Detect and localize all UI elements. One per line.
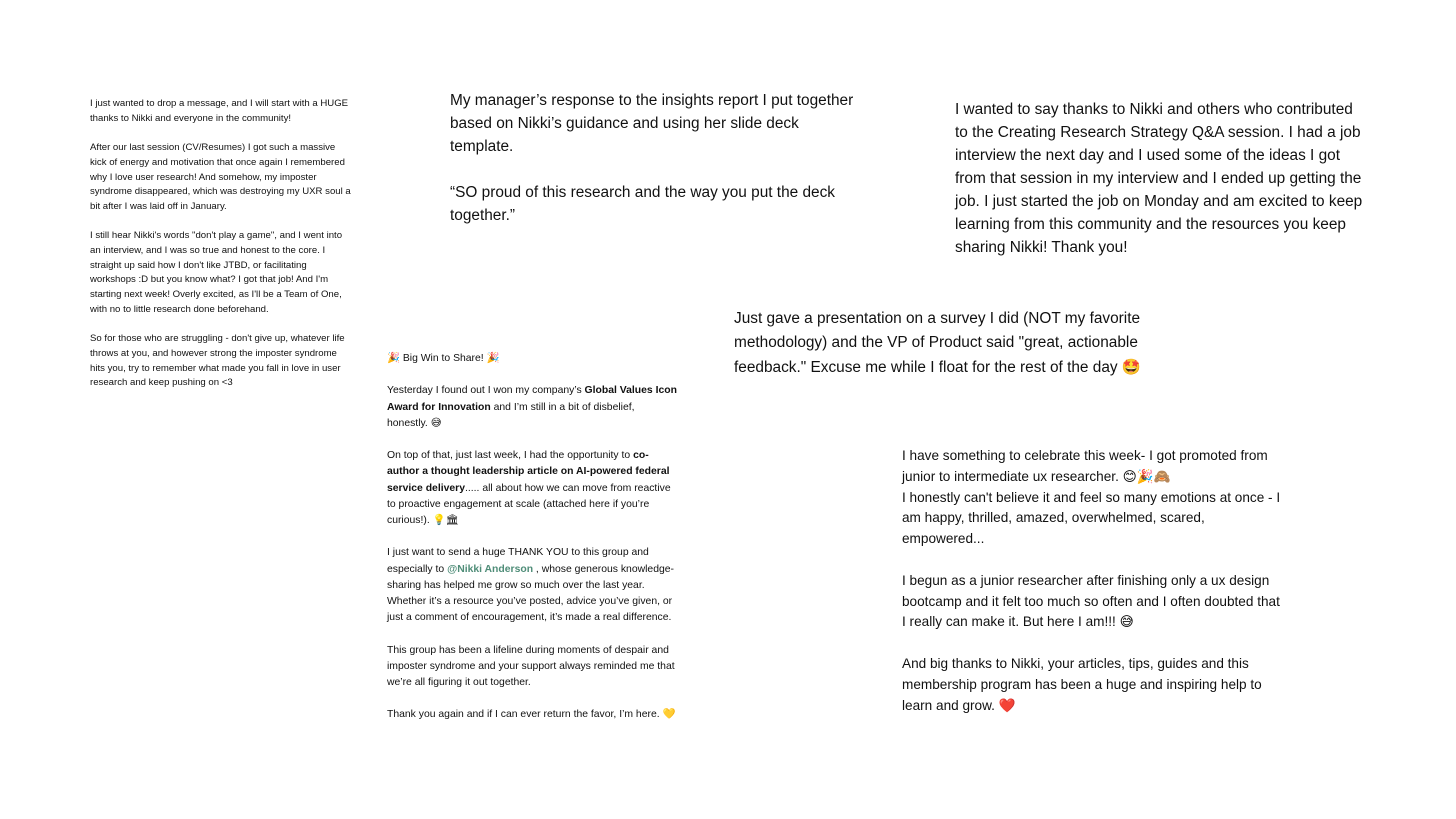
testimonial-paragraph xyxy=(387,448,677,529)
testimonial-paragraph: After our last session (CV/Resumes) I got such a massive kick of energy and motivation that once again I remembered why I love user research! And somehow, my imposter syndrome disappeared, which was destroying my UXR soul a bit after I was laid off in January. xyxy=(90,142,351,212)
testimonial-paragraph: Just gave a presentation on a survey I did (NOT my favorite methodology) and the VP of Product said "great, actionable feedback." Excuse me while I float for the rest of the day 🤩 xyxy=(734,310,1142,376)
testimonial-paragraph: I just wanted to drop a message, and I will start with a HUGE thanks to Nikki and everyone in the community! xyxy=(90,98,349,124)
testimonial-card-job-offer xyxy=(90,97,352,391)
testimonial-paragraph: I honestly can't believe it and feel so many emotions at once - I am happy, thrilled, amazed, overwhelmed, scared, empowered... xyxy=(902,489,1281,547)
testimonial-paragraph: I still hear Nikki's words "don't play a game", and I went into an interview, and I was so true and honest to the core. I straight up said how I don't like JTBD, or facilitating workshops :D but you know what? I got that job! And I'm starting next week! Overly excited, as I'll be a Team of One, with no to little research done beforehand. xyxy=(90,230,343,315)
testimonial-paragraph xyxy=(387,545,677,626)
paragraph-text: Yesterday I found out I won my company’s xyxy=(387,385,585,397)
testimonial-card-presentation xyxy=(734,307,1164,380)
testimonial-paragraph: So for those who are struggling - don't give up, whatever life throws at you, and however strong the imposter syndrome hits you, try to remember what made you fall in love in user research and keep pushing on <3 xyxy=(90,333,345,389)
testimonial-quote: “SO proud of this research and the way you put the deck together.” xyxy=(450,184,835,224)
testimonial-paragraph: Thank you again and if I can ever return the favor, I’m here. 💛 xyxy=(387,709,676,721)
testimonial-paragraph: I have something to celebrate this week- I got promoted from junior to intermediate ux researcher. 😊🎉🙈 xyxy=(902,448,1268,484)
testimonial-card-promotion xyxy=(902,446,1282,716)
testimonial-card-manager-response xyxy=(450,89,860,227)
paragraph-text: On top of that, just last week, I had the opportunity to xyxy=(387,450,634,462)
testimonial-paragraph: I wanted to say thanks to Nikki and others who contributed to the Creating Research Strategy Q&A session. I had a job interview the next day and I used some of the ideas I got from that session in my interview and I ended up getting the job. I just started the job on Monday and am excited to keep learning from this community and the resources you keep sharing Nikki! Thank you! xyxy=(955,101,1363,256)
paragraph-text: , whose generous knowledge-sharing has helped me grow so much over the last year. Whether it’s a resource you’ve posted, advice you’ve given, or just a comment of encouragement, it’s made a real difference. xyxy=(387,563,674,624)
user-mention-link[interactable]: @Nikki Anderson xyxy=(447,563,534,575)
paragraph-text: I just want to send a huge THANK YOU to this group and especially to xyxy=(387,547,649,575)
testimonial-paragraph xyxy=(387,383,677,432)
testimonial-card-research-strategy xyxy=(955,98,1365,259)
testimonial-paragraph: And big thanks to Nikki, your articles, tips, guides and this membership program has been a huge and inspiring help to learn and grow. ❤️ xyxy=(902,655,1262,713)
testimonial-paragraph: This group has been a lifeline during moments of despair and imposter syndrome and your support always reminded me that we’re all figuring it out together. xyxy=(387,644,675,688)
article-title: co-author a thought leadership article on AI-powered federal service delivery xyxy=(387,450,670,494)
testimonial-title: 🎉 Big Win to Share! 🎉 xyxy=(387,353,500,364)
testimonial-card-big-win xyxy=(387,351,677,724)
paragraph-text: and I’m still in a bit of disbelief, honestly. 😅 xyxy=(387,401,635,429)
testimonial-paragraph: I begun as a junior researcher after finishing only a ux design bootcamp and it felt too much so often and I often doubted that I really can make it. But here I am!!! 😅 xyxy=(902,572,1280,630)
award-name: Global Values Icon Award for Innovation xyxy=(387,385,677,413)
testimonial-paragraph: My manager’s response to the insights report I put together based on Nikki’s guidance and using her slide deck template. xyxy=(450,92,854,155)
paragraph-text: ..... all about how we can move from reactive to proactive engagement at scale (attached here if you’re curious!). 💡🏛 xyxy=(387,482,671,526)
